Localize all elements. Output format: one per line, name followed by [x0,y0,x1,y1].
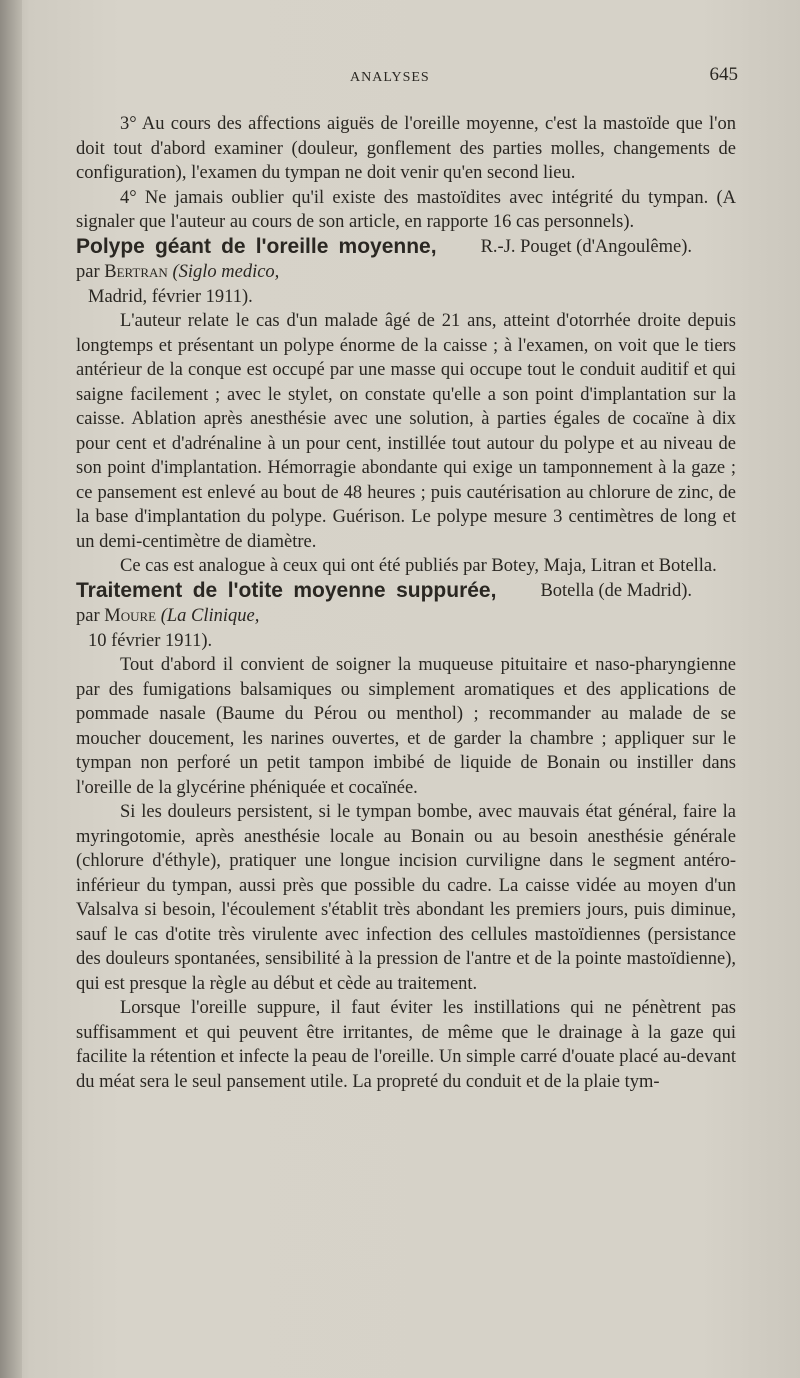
entry-source-polype: (Siglo medico, [172,262,280,282]
running-header [78,64,738,92]
entry-source-continuation-otite: 10 février 1911). [88,630,213,651]
entry-source-continuation: Madrid, février 1911). [88,286,253,307]
paragraph-otite-second: Si les douleurs persistent, si le tympan bombe, avec mauvais état général, faire la myringotomie, après anesthésie locale au Bonain ou au besoin anesthésie générale (chlorure d'éthyle), pratiquer une longue incision curviligne dans le segment antéro-inférieur du tympan, aussi près que possible du cadre. La caisse vidée au moyen d'un Valsalva si besoin, l'écoulement s'établit très abondant les premiers jours, puis diminue, sauf le cas d'otite très virulente avec infection des cellules mastoïdiennes (persistance des douleurs spontanées, sensibilité à la pression de l'antre et de la pointe mastoïdienne), qui est presque la règle au début et cède au traitement. [76,802,736,994]
entry-by: par [76,262,100,282]
analogues-text: Ce cas est analogue à ceux qui ont été publiés par Botey, Maja, Litran et Botella. [120,556,717,576]
paragraph-polype-case: L'auteur relate le cas d'un malade âgé de 21 ans, atteint d'otorrhée droite depuis longtemps et présentant un polype énorme de la caisse ; à l'examen, on voit que le tiers antérieur de la conque est occupé par une masse qui occupe tout le conduit auditif et qui saigne facilement ; avec le stylet, on constate qu'elle a son point d'implantation sur la caisse. Ablation après anesthésie avec une solution, à parties égales de cocaïne à dix pour cent et d'adrénaline à un pour cent, instillée tout autour du polype et au niveau de son point d'implantation. Hémorragie abondante qui exige un tamponnement à la gaze ; ce pansement est enlevé au bout de 48 heures ; puis cautérisation au chlorure de zinc, de la base d'implantation du polype. Guérison. Le polype mesure 3 centimètres de long et un demi-centimètre de diamètre. [76,311,736,552]
signature-botella: Botella (de Madrid). [540,580,692,601]
running-title: ANALYSES [350,70,430,85]
signature-pouget: R.-J. Pouget (d'Angoulême). [480,236,692,257]
entry-author-moure: Moure [104,606,157,626]
paragraph-point-3: 3° Au cours des affections aiguës de l'oreille moyenne, c'est la mastoïde que l'on doit tout d'abord examiner (douleur, gonflement des parties molles, changements de configuration), l'examen du tympan ne doit venir qu'en second lieu. [76,114,736,183]
entry-by: par [76,606,100,626]
entry-title-polype: Polype géant de l'oreille moyenne, [76,234,437,258]
entry-source-otite: (La Clinique, [160,606,260,626]
page-number: 645 [709,64,738,85]
book-spine-shadow [0,0,22,1378]
entry-title-otite: Traitement de l'otite moyenne suppurée, [76,578,497,602]
point-4-text: 4° Ne jamais oublier qu'il existe des mastoïdites avec intégrité du tympan. (A signaler que l'auteur au cours de son article, en rapporte 16 cas personnels). [76,187,736,232]
article-body [76,112,736,1094]
paragraph-otite-first: Tout d'abord il convient de soigner la muqueuse pituitaire et naso-pharyngienne par des fumigations balsamiques ou simplement aromatiques et des applications de pommade nasale (Baume du Pérou ou menthol) ; recommander au malade de se moucher doucement, les narines ouvertes, et de garder la chambre ; appliquer sur le tympan non perforé un petit tampon imbibé de liquide de Bonain ou instiller dans l'oreille de la glycérine phéniquée et cocaïnée. [76,655,736,798]
paragraph-otite-third: Lorsque l'oreille suppure, il faut éviter les instillations qui ne pénètrent pas suffisamment et qui peuvent être irritantes, de même que le drainage à la gaze qui facilite la rétention et infecte la peau de l'oreille. Un simple carré d'ouate placé au-devant du méat sera le seul pansement utile. La propreté du conduit et de la plaie tym- [76,998,736,1092]
entry-author-bertran: Bertran [104,262,168,282]
